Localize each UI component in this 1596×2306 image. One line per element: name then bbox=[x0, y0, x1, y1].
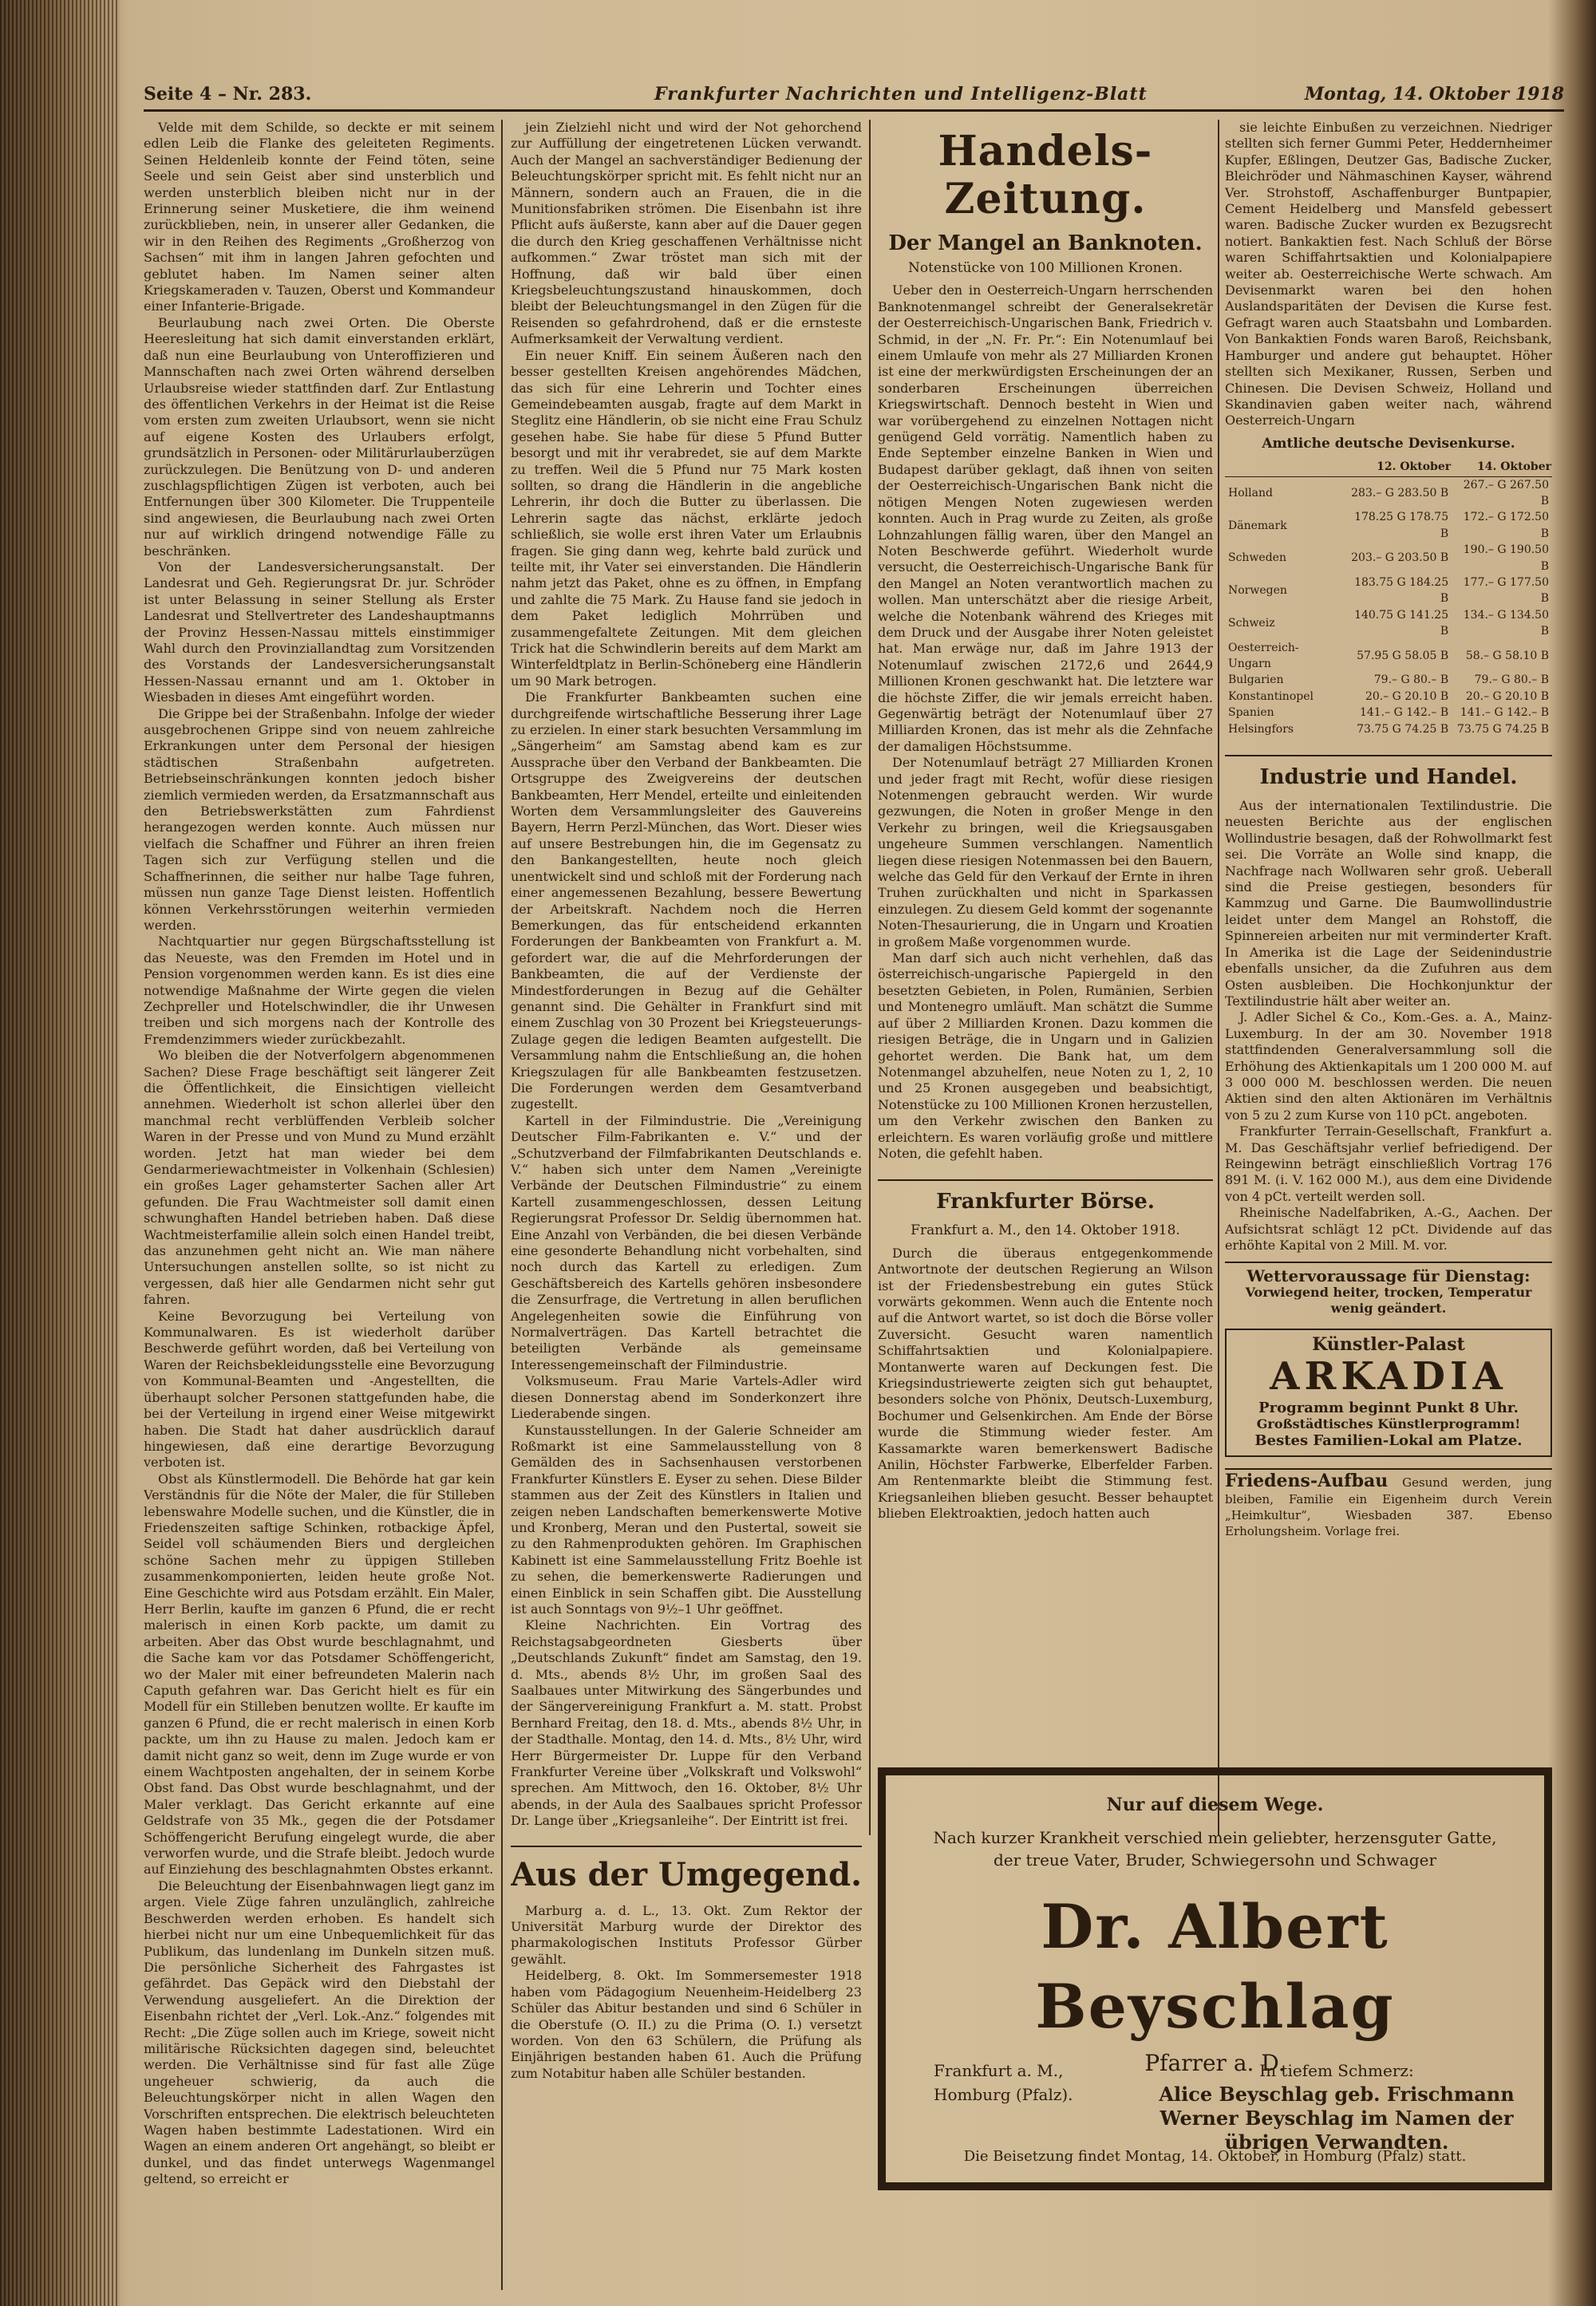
article-paragraph: Velde mit dem Schilde, so deckte er mit seinem edlen Leib die Flanke des geleiteten Regiments. Seinen Heldenleib konnte der Feind töten, seine Seele und sein Geist aber sind unsterblich und werden unsterblich bleiben nicht nur in der Erinnerung seiner Musketiere, die ihm weinend zurückblieben, nein, in unserer aller Gedanken, die wir in den Reihen des Regiments „Großherzog von Sachsen“ mit ihm in langen Jahren gefochten und geblutet haben. Im Namen seiner alten Kriegskameraden v. Tauzen, Oberst und Kommandeur einer Infanterie-Brigade. bbox=[144, 120, 495, 314]
rate-cell: 190.– G 190.50 B bbox=[1463, 543, 1549, 573]
article-paragraph: Die Frankfurter Bankbeamten suchen eine durchgreifende wirtschaftliche Besserung ihrer Lage zu erzielen. In einer stark besuchten Versammlung im „Sängerheim“ am Samstag abend kam es zur Aussprache über den Verband der Bankbeamten. Die Ortsgruppe des Zweigvereins der deutschen Bankbeamten, Herr Mendel, erteilte und einleitenden Worten dem Versammlungsleiter des Gauvereins Bayern, Herrn Perzl-München, das Wort. Dieser wies auf unsere Bestrebungen hin, die im Gegensatz zu den Bankangestellten, heute noch gleich unentwickelt sind und schloß mit der Forderung nach einer angemessenen Bezahlung, bessere Bewertung der Arbeitskraft. Nachdem noch die Herren Bemerkungen, das für entscheidend erkannten Forderungen der Bankbeamten von Frankfurt a. M. gefordert war, die auf die Mehrforderungen der Bankbeamten, die auf der Verdienste der Mindestforderungen in Bezug auf die Gehälter genannt sind. Die Gehälter in Frankfurt sind mit einem Zuschlag von 30 Prozent bei Kriegsteuerungs-Zulage gegen die ledigen Beamten aufgestellt. Die Versammlung nahm die Entschließung an, die hohen Kriegszulagen für alle Bankbeamten festzusetzen. Die Forderungen werden dem Gesamtverband zugestellt. bbox=[511, 689, 862, 1112]
column-3 bbox=[878, 120, 1213, 1835]
rate-cell: 267.– G 267.50 B bbox=[1463, 478, 1549, 507]
rate-cell: 79.– G 80.– B bbox=[1474, 673, 1549, 687]
newspaper-sheet bbox=[128, 76, 1564, 2298]
arkadia-advertisement bbox=[1225, 1329, 1552, 1458]
article-paragraph: Beurlaubung nach zwei Orten. Die Oberste Heeresleitung hat sich damit einverstanden erklärt, daß nun eine Beurlaubung von Unteroffizieren und Mannschaften nach zwei Orten während derselben Urlaubsreise wieder stattfinden darf. Zur Entlastung des öffentlichen Verkehrs in der Heimat ist die Reise vom ersten zum zweiten Urlaubsort, wenn sie nicht auf eigene Kosten des Urlaubers erfolgt, grundsätzlich in Personen- oder Militärurlauberzügen zurückzulegen. Die Benützung von D- und anderen zuschlagspflichtigen Zügen ist verboten, auch bei Entfernungen über 300 Kilometer. Die Truppenteile sind angewiesen, die Beurlaubung nach zwei Orten nur auf wirklich dringend notwendige Fälle zu beschränken. bbox=[144, 314, 495, 559]
devisen-title: Amtliche deutsche Devisenkurse. bbox=[1262, 435, 1515, 452]
rate-cell: 172.– G 172.50 B bbox=[1463, 511, 1549, 540]
devisen-header-row bbox=[1225, 458, 1552, 476]
notice-intro: Nach kurzer Krankheit verschied mein geliebter, herzensguter Gatte, der treue Vater, Bruder, Schwiegersohn und Schwager bbox=[933, 1828, 1497, 1870]
article-paragraph: Der Notenumlauf beträgt 27 Milliarden Kronen und jeder fragt mit Recht, wofür diese riesigen Notenmengen gebraucht werden. Wir wurde gezwungen, die Noten in großer Menge in den Verkehr zu bringen, weil die Kriegsausgaben ungeheure Summen verschlangen. Namentlich liegen diese riesigen Notenmassen bei den Bauern, welche das Geld für den Verkauf der Ernte in ihren Truhen zurückhalten und nicht in Sparkassen einzulegen. Zu diesem Geld kommt der sogenannte Noten-Thesaurierung, die in Ungarn und Kroatien in großem Maße vorgenommen wurde. bbox=[878, 755, 1213, 950]
article-paragraph: Heidelberg, 8. Okt. Im Sommersemester 1918 haben vom Pädagogium Neuenheim-Heidelberg 23 Schüler das Abitur bestanden und sind 6 Schüler in die Oberstufe (O. II.) zu die Prima (O. I.) versetzt worden. Von den 63 Schülern, die Prüfung als Einjährigen bestanden haben 61. Auch die Prüfung zum Notabitur haben alle Schüler bestanden. bbox=[511, 1968, 862, 2081]
weather-heading: Wettervoraussage für Dienstag: bbox=[1225, 1262, 1552, 1284]
devisen-col-header: 12. Oktober bbox=[1343, 458, 1452, 476]
currency-cell: Bulgarien bbox=[1228, 673, 1284, 687]
page-number: Seite 4 – Nr. 283. bbox=[144, 84, 312, 105]
currency-cell: Holland bbox=[1228, 486, 1273, 500]
rate-cell: 73.75 G 74.25 B bbox=[1357, 722, 1449, 736]
article-paragraph: Ein neuer Kniff. Ein seinem Äußeren nach den besser gestellten Kreisen angehörendes Mädchen, das sich für eine Lehrerin und Tochter eines Gemeindebeamten ausgab, fragte auf dem Markt in Steglitz eine Händlerin, ob sie nicht eine Frau Schulz gesehen habe. Sie habe für diese 5 Pfund Butter besorgt und mit ihr verabredet, sie auf dem Markte zu treffen. Weil die 5 Pfund nur 75 Mark kosten sollten, so drang die Händlerin in die angebliche Lehrerin, ihr doch die Butter zu überlassen. Die Lehrerin sagte das nächst, erklärte jedoch schließlich, sie wolle erst ihren Vater um Erlaubnis fragen. Sie ging dann weg, kehrte bald zurück und teilte mit, ihr Vater sei einverstanden. Die Händlerin nahm jetzt das Paket, ohne es zu öffnen, in Empfang und zahlte die 75 Mark. Zu Hause fand sie jedoch in dem Paket lediglich Mohrrüben und zusammengefaltete Zeitungen. Mit dem gleichen Trick hat die Schwindlerin bereits auf dem Markt am Winterfeldtplatz in Berlin-Schöneberg eine Händlerin um 90 Mark betrogen. bbox=[511, 347, 862, 689]
rate-cell: 141.– G 142.– B bbox=[1359, 706, 1449, 720]
article-paragraph: Nachtquartier nur gegen Bürgschaftsstellung ist das Neueste, was den Fremden im Hotel und in Pension vorgenommen werden kann. Es ist dies eine notwendige Maßnahme der Wirte gegen die vielen Zechpreller und Hotelschwindler, die ihr Unwesen treiben und sich morgens nach der Kontrolle des Fremdenzimmers wieder zurückbezahlt. bbox=[144, 934, 495, 1047]
column-rule bbox=[1218, 120, 1219, 1835]
ad-line: Großstädtisches Künstlerprogramm! bbox=[1256, 1416, 1521, 1432]
table-row bbox=[1225, 672, 1552, 688]
article-paragraph: J. Adler Sichel & Co., Kom.-Ges. a. A., Mainz-Luxemburg. In der am 30. November 1918 stattfindenden Generalversammlung soll die Erhöhung des Aktienkapitals um 1 200 000 M. auf 3 000 000 M. beschlossen werden. Die neuen Aktien sind den alten Aktionären im Verhältnis von 5 zu 2 zum Kurse von 110 pCt. angeboten. bbox=[1225, 1009, 1552, 1123]
ad-line: Bestes Familien-Lokal am Platze. bbox=[1254, 1431, 1523, 1449]
devisen-table bbox=[1225, 458, 1552, 737]
rate-cell: 79.– G 80.– B bbox=[1373, 673, 1449, 687]
book-spine bbox=[0, 0, 120, 2306]
article-paragraph: Von der Landesversicherungsanstalt. Der Landesrat und Geh. Regierungsrat Dr. jur. Schröder ist unter Belassung in seiner Stellung als Erster Landesrat und Stellvertreter des Landeshauptmanns der Provinz Hessen-Nassau mittels einstimmiger Wahl durch den Provinziallandtag zum Vorsitzenden des Vorstands der Landesversicherungsanstalt Hessen-Nassau ernannt und am 1. Oktober in Wiesbaden in dieses Amt eingeführt worden. bbox=[144, 559, 495, 705]
currency-cell: Spanien bbox=[1228, 706, 1274, 720]
table-row bbox=[1225, 476, 1552, 509]
death-notice bbox=[878, 1767, 1552, 2190]
currency-cell: Schweiz bbox=[1228, 616, 1275, 630]
section-heading-umgegend: Aus der Umgegend. bbox=[511, 1846, 862, 1895]
rate-cell: 178.25 G 178.75 B bbox=[1354, 511, 1449, 540]
article-paragraph: Volksmuseum. Frau Marie Vartels-Adler wird diesen Donnerstag abend im Sonderkonzert ihre Liederabende singen. bbox=[511, 1373, 862, 1422]
notice-places bbox=[934, 2059, 1073, 2107]
page-header bbox=[144, 76, 1564, 112]
article-paragraph: Kleine Nachrichten. Ein Vortrag des Reichstagsabgeordneten Giesberts über „Deutschlands Zukunft“ findet am Samstag, den 19. d. Mts., abends 8½ Uhr, im großen Saal des Saalbaues unter Mitwirkung des Sängerbundes und der Sängervereinigung Frankfurt a. M. statt. Probst Bernhard Freitag, den 18. d. Mts., abends 8½ Uhr, in der Stadthalle. Montag, den 14. d. Mts., 8½ Uhr, wird Herr Bürgermeister Dr. Luppe für den Verband Frankfurter Vereine über „Volkskraft und Volkswohl“ sprechen. Am Mittwoch, den 16. Oktober, 8½ Uhr abends, in der Aula des Saalbaues spricht Professor Dr. Lange über „Kriegsanleihe“. Der Eintritt ist frei. bbox=[511, 1617, 862, 1829]
article-paragraph: Ueber den in Oesterreich-Ungarn herrschenden Banknotenmangel schreibt der Generalsekretär der Oesterreichisch-Ungarischen Bank, Friedrich v. Schmid, in der „N. Fr. Pr.“: Ein Notenumlauf bei einem Umlaufe von mehr als 27 Milliarden Kronen ist eine der merkwürdigsten Erscheinungen der an sonderbaren Erscheinungen überreichen Kriegswirtschaft. Dennoch besteht in Wien und war vorübergehend zu einzelnen Nottagen nicht genügend Geld vorrätig. Namentlich haben zu Ende September einzelne Banken in Wien und Budapest darüber geklagt, daß ihnen von seiten der Oesterreichisch-Ungarischen Bank nicht die nötigen Mengen Noten zugewiesen werden konnten. Auch in Prag wurde zu Zeiten, als große Lohnzahlungen fällig waren, über den Mangel an Noten Beschwerde geführt. Wiederholt wurde versucht, die Oesterreichisch-Ungarische Bank für den Mangel an Noten verantwortlich machen zu wollen. Man unterschätzt aber die riesige Arbeit, welche die Notenbank während des Krieges mit dem Druck und der Ausgabe ihrer Noten geleistet hat. Man erwäge nur, daß im Jahre 1913 der Notenumlauf zwischen 2172,6 und 2644,9 Millionen Kronen geschwankt hat. Die letztere war die höchste Ziffer, die wir jemals erreicht haben. Gegenwärtig beträgt der Notenumlauf über 27 Milliarden Kronen, das ist mehr als die Zehnfache der damaligen Höchstsumme. bbox=[878, 282, 1213, 754]
rate-cell: 20.– G 20.10 B bbox=[1365, 689, 1449, 703]
deceased-name: Dr. Albert Beyschlag bbox=[1035, 1891, 1395, 2042]
currency-cell: Konstantinopel bbox=[1228, 689, 1314, 703]
ad-line: Programm beginnt Punkt 8 Uhr. bbox=[1258, 1400, 1519, 1417]
rate-cell: 177.– G 177.50 B bbox=[1463, 575, 1549, 606]
currency-cell: Oesterreich-Ungarn bbox=[1228, 641, 1299, 670]
article-paragraph: Obst als Künstlermodell. Die Behörde hat gar kein Verständnis für die Nöte der Maler, die für Stilleben lebenswahre Modelle suchen, und die Künstler, die in Friedenszeiten saftige Schinken, rotbackige Äpfel, Seidel voll schäumenden Biers und dergleichen schöne Sachen mehr zu üppigen Stilleben zusammenkomponierten, leiden heute große Not. Eine Geschichte wird aus Potsdam erzählt. Ein Maler, Herr Berlin, kaufte im ganzen 6 Pfund, die er recht malerisch in einen Korb packte, um damit zu arbeiten. Aber das Obst wurde beschlagnahmt, und die Sache kam vor das Potsdamer Schöffengericht, wo der Maler mit einer befreundeten Malerin nach Caputh gefahren war. Das Gericht hielt es für ein Modell für ein Stilleben benutzen wollte. Er kaufte im ganzen 6 Pfund, die er recht malerisch in einen Korb packte, um ihn zu Hause zu malen. Jedoch kam er damit nicht ganz so weit, denn im Zuge wurde er von einem Wachtposten angehalten, der in seinem Korbe Obst fand. Das Obst wurde beschlagnahmt, und der Maler verklagt. Das Gericht erkannte auf eine Geldstrafe von 35 Mk., gegen die der Potsdamer Schöffengericht Berufung eingelegt wurde, die aber verworfen wurde, und die Strafe bleibt. Jedoch wurde auf Einziehung des beschlagnahmten Obstes erkannt. bbox=[144, 1471, 495, 1878]
rate-cell: 283.– G 283.50 B bbox=[1351, 486, 1449, 500]
article-paragraph: Frankfurter Terrain-Gesellschaft, Frankfurt a. M. Das Geschäftsjahr verlief befriedigend. Der Reingewinn beträgt einschließlich Vortrag 176 891 M. (i. V. 162 000 M.), aus dem eine Dividende von 4 pCt. verteilt werden soll. bbox=[1225, 1123, 1552, 1204]
funeral-info: Die Beisetzung findet Montag, 14. Oktober, in Homburg (Pfalz) statt. bbox=[963, 2148, 1467, 2165]
article-paragraph: jein Zielziehl nicht und wird der Not gehorchend zur Auffüllung der eingetretenen Lücken verwandt. Auch der Mangel an sachverständiger Bedienung der Beleuchtungskörper spricht mit. Es fehlt nicht nur an Männern, sondern auch an Frauen, die in die Munitionsfabriken strömen. Die Eisenbahn ist ihre Pflicht aufs äußerste, kann aber auf die Dauer gegen die durch den Krieg geschaffenen Verhältnisse nicht aufkommen.“ Zwar tröstet man sich mit der Hoffnung, daß wir bald über einen Kriegsbeleuchtungszustand hinauskommen, doch bleibt der Beleuchtungsmangel in den Zügen für die Reisenden so gefahrdrohend, daß er die ernsteste Aufmerksamkeit der Verwaltung verdient. bbox=[511, 120, 862, 347]
currency-cell: Schweden bbox=[1228, 551, 1286, 565]
rate-cell: 134.– G 134.50 B bbox=[1463, 608, 1549, 638]
column-4 bbox=[1225, 120, 1552, 1835]
article-paragraph: sie leichte Einbußen zu verzeichnen. Niedriger stellten sich ferner Gummi Peter, Heddernheimer Kupfer, Eßlingen, Deutzer Gas, Badische Zucker, Bleichröder und Nähmaschinen Kayser, während Ver. Strohstoff, Aschaffenburger Buntpapier, Cement Heidelberg und Mansfeld gebessert waren. Badische Zucker wurden ex Bezugsrecht notiert. Bankaktien fest. Nach Schluß der Börse waren Schiffahrtsaktien und Kolonialpapiere weiter ab. Oesterreichische Werte schwach. Am Devisenmarkt waren bei den hohen Auslandsparitäten der Devisen die Kurse fest. Gefragt waren auch Staatsbahn und Lombarden. Von Bankaktien Fonds waren Baroß, Reichsbank, Hamburger und andere gut behauptet. Höher stellten sich Mexikaner, Russen, Serben und Chinesen. Die Devisen Schweiz, Holland und Skandinavien gaben weiter nach, während Oesterreich-Ungarn bbox=[1225, 120, 1552, 428]
section-heading-handels: Handels-Zeitung. bbox=[938, 127, 1153, 223]
article-paragraph: Wo bleiben die der Notverfolgern abgenommenen Sachen? Diese Frage beschäftigt seit längerer Zeit die Öffentlichkeit, die Einsichtigen vielleicht annehmen. Wiederholt ist schon allerlei über den manchmal recht verblüffenden Verbleib solcher Waren in der Presse und von Mund zu Mund erzählt worden. Jetzt hat man wieder bei dem Gendarmeriewachtmeister in Volkenhain (Schlesien) ein großes Lager gehamsterter Sachen aller Art gefunden. Die Frau Wachtmeister soll damit einen schwunghaften Handel betrieben haben. Daß diese Wachtmeisterfamilie allein solch einen Handel treibt, das anzunehmen geht nicht an. Wie man nähere Untersuchungen anstellen sollte, so ist nicht zu vergessen, daß hier alle Gendarmen nicht sehr gut fahren. bbox=[144, 1048, 495, 1308]
place: Frankfurt a. M., bbox=[934, 2061, 1064, 2080]
rate-cell: 140.75 G 141.25 B bbox=[1354, 608, 1449, 638]
table-row bbox=[1225, 689, 1552, 705]
article-headline: Der Mangel an Banknoten. bbox=[888, 231, 1203, 255]
column-1 bbox=[144, 120, 495, 2290]
article-paragraph: Aus der internationalen Textilindustrie. Die neuesten Berichte aus der englischen Wollindustrie besagen, daß der Rohwollmarkt fest sei. Die Vorräte an Wolle sind knapp, die Nachfrage nach Wollwaren sehr groß. Ueberall sind die Preise gestiegen, besonders für Kammzug und Garne. Die Baumwollindustrie leidet unter dem Mangel an Rohstoff, die Spinnereien arbeiten nur mit verminderter Kraft. In Amerika ist die Lage der Seidenindustrie ebenfalls unsicher, da die Zufuhren aus dem Osten ausbleiben. Die Hochkonjunktur der Textilindustrie hält aber weiter an. bbox=[1225, 798, 1552, 1009]
article-paragraph: Rheinische Nadelfabriken, A.-G., Aachen. Der Aufsichtsrat schlägt 12 pCt. Dividende auf das erhöhte Kapital von 2 Mill. M. vor. bbox=[1225, 1205, 1552, 1253]
article-paragraph: Man darf sich auch nicht verhehlen, daß das österreichisch-ungarische Papiergeld in den besetzten Gebieten, in Polen, Rumänien, Serbien und Montenegro umläuft. Man schätzt die Summe auf über 2 Milliarden Kronen. Dazu kommen die riesigen Beträge, die in Ungarn und in Galizien gehortet werden. Die Bank hat, um dem Notenmangel abzuhelfen, neue Noten zu 1, 2, 10 und 25 Kronen ausgegeben und beabsichtigt, Notenstücke zu 100 Millionen Kronen herzustellen, um den Verkehr zwischen den Banken zu erleichtern. Es waren vorläufig große und mittlere Noten, die gefehlt haben. bbox=[878, 950, 1213, 1161]
currency-cell: Helsingfors bbox=[1228, 722, 1294, 736]
section-heading-industrie: Industrie und Handel. bbox=[1225, 755, 1552, 790]
ad-line: Künstler-Palast bbox=[1312, 1333, 1465, 1355]
place: Homburg (Pfalz). bbox=[934, 2085, 1073, 2104]
notice-route: Nur auf diesem Wege. bbox=[1106, 1795, 1324, 1815]
rate-cell: 183.75 G 184.25 B bbox=[1354, 575, 1449, 606]
widow-name: Alice Beyschlag geb. Frischmann bbox=[1159, 2083, 1515, 2106]
rate-cell: 58.– G 58.10 B bbox=[1465, 649, 1549, 662]
rate-cell: 73.75 G 74.25 B bbox=[1457, 722, 1549, 736]
ad-title: Friedens-Aufbau bbox=[1225, 1471, 1389, 1492]
column-2 bbox=[511, 120, 862, 2290]
table-row bbox=[1225, 721, 1552, 737]
issue-date: Montag, 14. Oktober 1918 bbox=[1304, 84, 1564, 105]
article-paragraph: Kunstausstellungen. In der Galerie Schneider am Roßmarkt ist eine Sammelausstellung von 8 Gemälden des in Sachsenhausen verstorbenen Frankfurter Künstlers E. Eyser zu sehen. Diese Bilder stammen aus der Zeit des Künstlers in Italien und zeigen neben Landschaften bemerkenswerte Motive und Kronberg, Meran und den Pustertal, soweit sie zu den Rahmenprodukten gehören. Im Graphischen Kabinett ist eine Sammelausstellung Fritz Boehle ist zu sehen, die bemerkenswerte Radierungen und einen Einblick in sein Schaffen gibt. Die Ausstellung ist auch Sonntags von 9½–1 Uhr geöffnet. bbox=[511, 1422, 862, 1617]
son-name: Werner Beyschlag im Namen der übrigen Verwandten. bbox=[1159, 2107, 1514, 2154]
article-subheadline: Notenstücke von 100 Millionen Kronen. bbox=[908, 260, 1183, 276]
boerse-dateline: Frankfurt a. M., den 14. Oktober 1918. bbox=[911, 1222, 1180, 1239]
table-row bbox=[1225, 640, 1552, 673]
section-heading-boerse: Frankfurter Börse. bbox=[878, 1179, 1213, 1214]
masthead: Frankfurter Nachrichten und Intelligenz-Blatt bbox=[654, 84, 1148, 105]
weather-forecast: Vorwiegend heiter, trocken, Temperatur wenig geändert. bbox=[1245, 1284, 1532, 1317]
currency-cell: Norwegen bbox=[1228, 584, 1287, 598]
friedens-advertisement bbox=[1225, 1468, 1552, 1540]
article-paragraph: Keine Bevorzugung bei Verteilung von Kommunalwaren. Es ist wiederholt darüber Beschwerde geführt worden, daß bei Verteilung von Waren der Reichsbekleidungsstelle eine Bevorzugung von Kommunal-Beamten und -Angestellten, die überhaupt solcher Personen stattgefunden habe, die bei der Verteilung in irgend einer Weise mitgewirkt haben. Die Stadt hat daher ausdrücklich darauf hingewiesen, daß eine derartige Bevorzugung verboten ist. bbox=[144, 1308, 495, 1471]
rate-cell: 57.95 G 58.05 B bbox=[1357, 649, 1449, 662]
column-rule bbox=[869, 120, 871, 1835]
article-paragraph: Durch die überaus entgegenkommende Antwortnote der deutschen Regierung an Wilson ist der Friedensbestrebung ein gutes Stück vorwärts gekommen. Wenn auch die Entente noch auf die Antwort wartet, so ist doch die Börse voller Zuversicht. Gesucht waren namentlich Schiffahrtsaktien und Kolonialpapiere. Montanwerte waren auf Deckungen fest. Die Kriegsindustriewerte zeigten sich gut behauptet, besonders solche von Phönix, Deutsch-Luxemburg, Bochumer und Gelsenkirchen. Am Ende der Börse wurde die Stimmung wieder fester. Am Kassamarkte waren bemerkenswert Badische Anilin, Höchster Farbwerke, Elberfelder Farben. Am Rentenmarkte bleibt die Stimmung fest. Kriegsanleihen blieben gesucht. Besser behauptet blieben Elektroaktien, jedoch hatten auch bbox=[878, 1245, 1213, 1522]
table-row bbox=[1225, 607, 1552, 640]
table-row bbox=[1225, 705, 1552, 721]
deceased-title: Pfarrer a. D. bbox=[1144, 2050, 1286, 2076]
notice-mourners bbox=[1149, 2059, 1524, 2154]
ad-text: Gesund werden, jung bleiben, Familie ein Eigenheim durch Verein „Heimkultur“, Wiesbaden 387. Ebenso Erholungsheim. Vorlage frei. bbox=[1225, 1475, 1552, 1539]
table-row bbox=[1225, 542, 1552, 575]
rate-cell: 141.– G 142.– B bbox=[1460, 706, 1549, 720]
table-row bbox=[1225, 509, 1552, 542]
article-paragraph: Die Grippe bei der Straßenbahn. Infolge der wieder ausgebrochenen Grippe sind von neuem zahlreiche Erkrankungen unter dem Personal der hiesigen städtischen Straßenbahn aufgetreten. Betriebseinschränkungen konnten jedoch bisher ziemlich vermieden werden, da Ersatzmannschaft aus den Betriebswerkstätten zum Fahrdienst herangezogen werden konnte. Auch müssen nur vielfach die Schaffner und Führer an ihren freien Tagen sich zur Verfügung stellen und die Schaffnerinnen, die seither nur halbe Tage fuhren, müssen nun ganze Tage Dienst leisten. Hoffentlich können Verkehrsstörungen weiterhin vermieden werden. bbox=[144, 705, 495, 933]
article-paragraph: Kartell in der Filmindustrie. Die „Vereinigung Deutscher Film-Fabrikanten e. V.“ und der „Schutzverband der Filmfabrikanten Deutschlands e. V.“ haben sich unter dem Namen „Vereinigte Verbände der Deutschen Filmindustrie“ zu einem Kartell zusammengeschlossen, dessen Leitung Regierungsrat Professor Dr. Seldig übernommen hat. Eine Anzahl von Verbänden, die bei diesen Verbände eine gesonderte Behandlung nicht vorbehalten, sind noch durch das Kartell zu erledigen. Zum Geschäftsbereich des Kartells gehören insbesondere die Zensurfrage, die Vertretung in allen beruflichen Angelegenheiten sowie die Einführung von Normalverträgen. Das Kartell betrachtet die beteiligten Verbände als gemeinsame Interessengemeinschaft der Filmindustrie. bbox=[511, 1112, 862, 1372]
table-row bbox=[1225, 575, 1552, 607]
ad-venue-name: ARKADIA bbox=[1270, 1354, 1507, 1400]
currency-cell: Dänemark bbox=[1228, 519, 1287, 532]
devisen-col-header: 14. Oktober bbox=[1452, 458, 1552, 476]
article-paragraph: Marburg a. d. L., 13. Okt. Zum Rektor der Universität Marburg wurde der Direktor des pharmakologischen Instituts Professor Gürber gewählt. bbox=[511, 1902, 862, 1967]
rate-cell: 203.– G 203.50 B bbox=[1351, 551, 1449, 565]
grief-line: In tiefem Schmerz: bbox=[1259, 2061, 1414, 2080]
column-rule bbox=[501, 120, 503, 2290]
article-paragraph: Die Beleuchtung der Eisenbahnwagen liegt ganz im argen. Viele Züge fahren unzulänglich, zahlreiche Beschwerden werden erhoben. Es handelt sich hierbei nicht nur um eine Unbequemlichkeit für das Publikum, das lundenlang im Dunkeln sitzen muß. Die persönliche Sicherheit des Fahrgastes ist gefährdet. Das Gepäck wird den Diebstahl der Verwendung ausgeliefert. An die Direktion der Eisenbahn richtet der „Verl. Lok.-Anz.“ folgendes mit Recht: „Die Züge sollen auch im Kriege, soweit nicht militärische Rücksichten dagegen sind, beleuchtet werden. Die Verhältnisse sind für fast alle Züge ungeheuer schwierig, da auch die Beleuchtungskörper nicht in allen Wagen den Vorschriften entsprechen. Die elektrisch beleuchteten Wagen haben bestimmte Ladestationen. Wird ein Wagen an einem anderen Ort angehängt, so bleibt er dunkel, und das findet unterwegs Wagenmangel geltend, so erreicht er bbox=[144, 1878, 495, 2187]
rate-cell: 20.– G 20.10 B bbox=[1465, 689, 1549, 703]
